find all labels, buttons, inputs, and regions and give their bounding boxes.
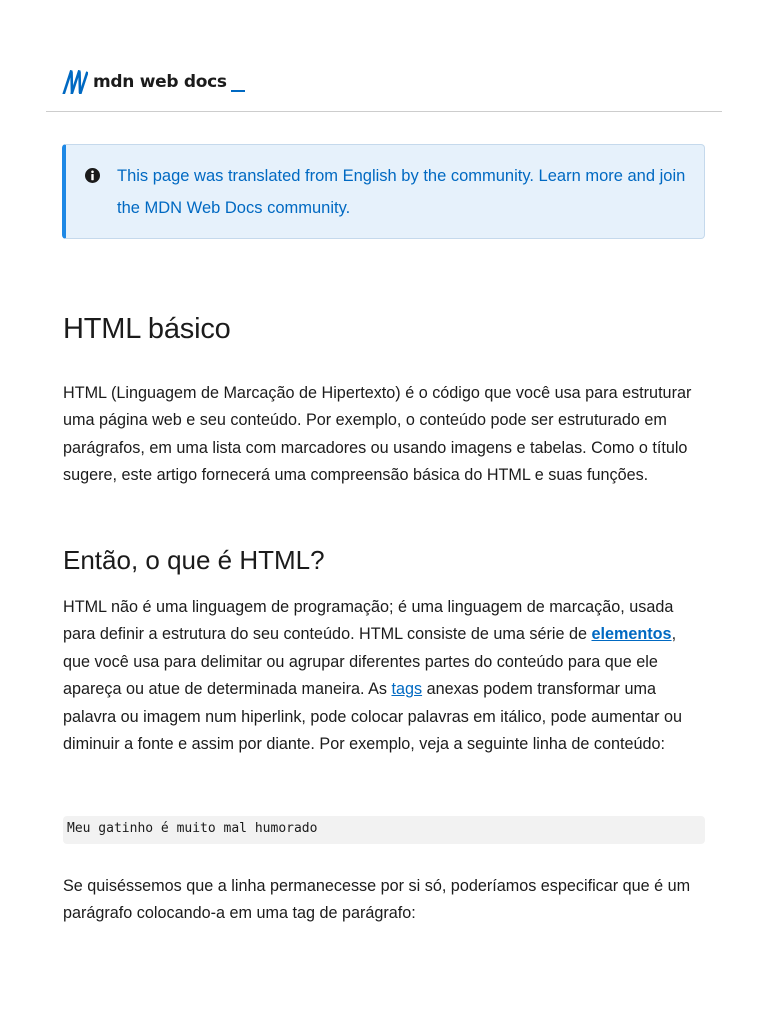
translation-notice: [62, 144, 705, 239]
logo-text: mdn web docs: [93, 72, 227, 92]
code-example: Meu gatinho é muito mal humorado: [63, 816, 705, 844]
page-title: HTML básico: [63, 313, 231, 345]
intro-paragraph: HTML (Linguagem de Marcação de Hipertexto) é o código que você usa para estruturar uma página web e seu conteúdo. Por exemplo, o conteúdo pode ser estruturado em parágrafos, em uma lista com marcadores ou usando imagens e tabelas. Como o título sugere, este artigo fornecerá uma compreensão básica do HTML e suas funções.: [63, 384, 692, 485]
tags-link[interactable]: tags: [391, 680, 423, 699]
paragraph-text: anexas podem transformar uma palavra ou imagem num hiperlink, pode colocar palavras em itálico, pode aumentar ou diminuir a fonte e assim por diante. Por exemplo, veja a seguinte linha de conteúdo:: [63, 680, 683, 754]
site-header: [0, 0, 768, 112]
logo-underscore: [231, 90, 245, 92]
paragraph-text: , que você usa para delimitar ou agrupar diferentes partes do conteúdo para que ele apareça ou atue de determinada maneira. As: [63, 625, 677, 699]
info-icon: [84, 167, 101, 184]
elementos-link[interactable]: elementos: [591, 625, 672, 644]
section-heading: Então, o que é HTML?: [63, 545, 325, 575]
mdn-logo-icon: [62, 70, 88, 94]
mdn-logo-link[interactable]: [62, 69, 245, 95]
section-paragraph: [63, 594, 705, 758]
followup-paragraph: Se quiséssemos que a linha permanecesse por si só, poderíamos especificar que é um parágrafo colocando-a em uma tag de parágrafo:: [63, 877, 691, 923]
header-divider: [46, 111, 722, 112]
paragraph-text: HTML não é uma linguagem de programação; é uma linguagem de marcação, usada para definir a estrutura do seu conteúdo. HTML consiste de uma série de: [63, 598, 674, 644]
notice-text[interactable]: This page was translated from English by the community. Learn more and join the MDN Web Docs community.: [117, 167, 686, 217]
